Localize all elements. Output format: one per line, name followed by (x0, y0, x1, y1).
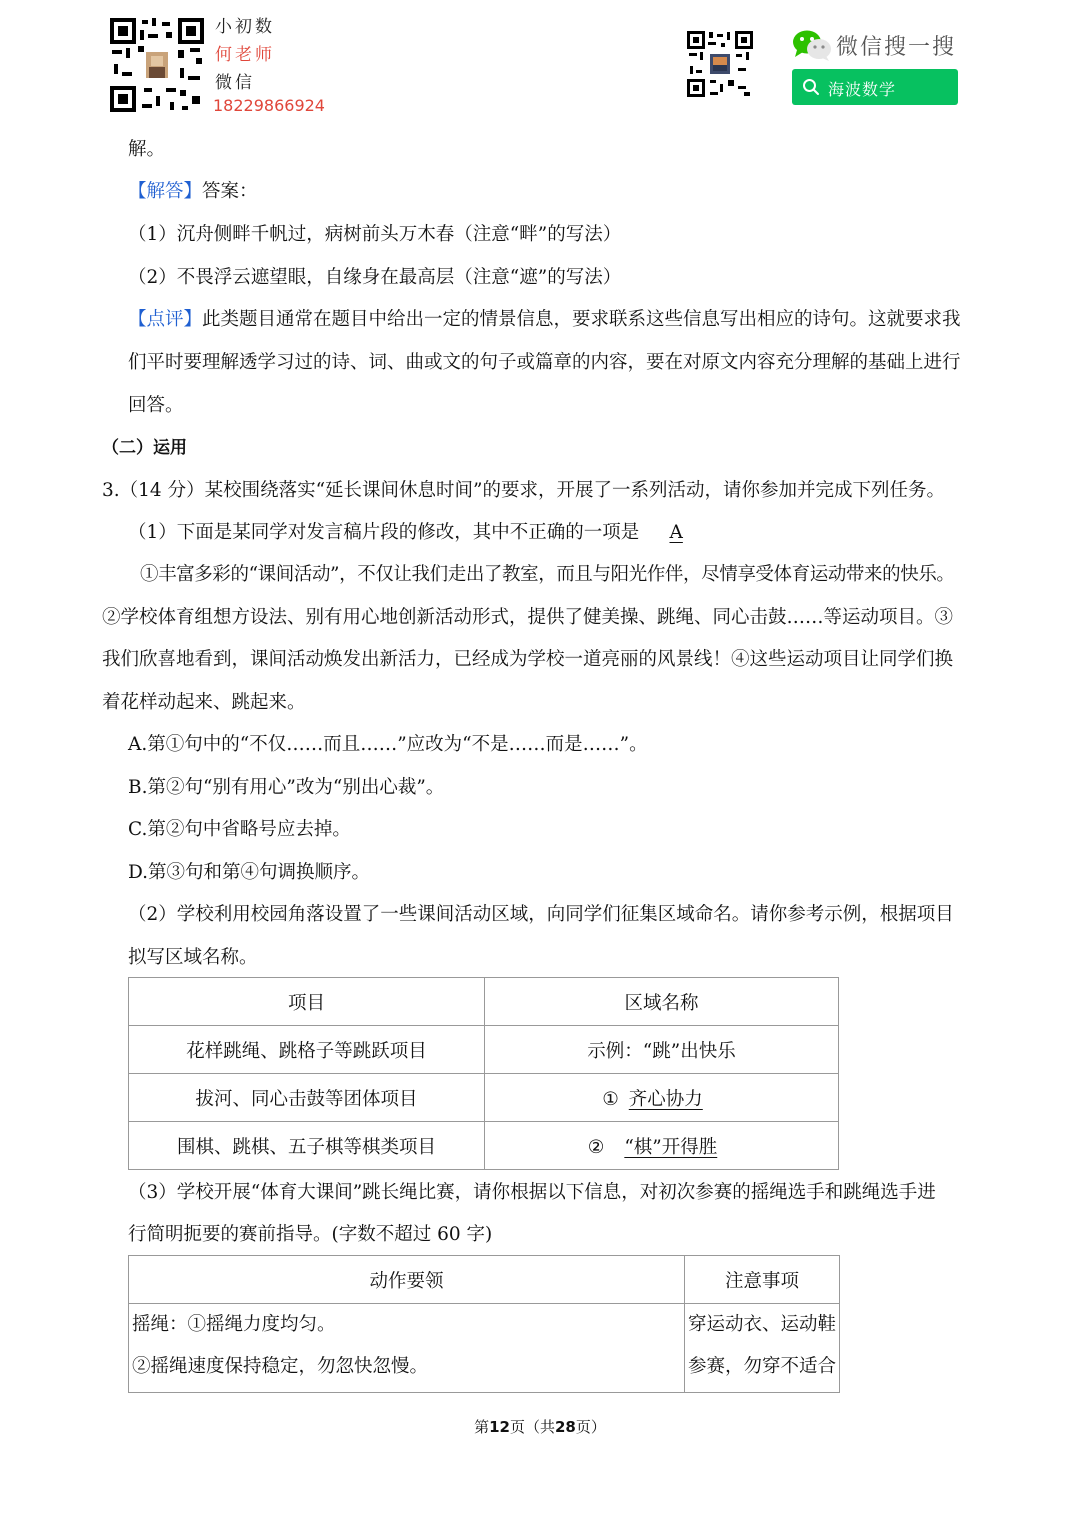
brand-qr-code (686, 30, 754, 98)
contact-line-1: 小初数 (215, 17, 275, 37)
table-header-cell: 动作要领 (129, 1256, 685, 1304)
search-icon (802, 78, 820, 96)
question-3-2-line-2: 拟写区域名称。 (128, 947, 258, 968)
table-cell (485, 1074, 839, 1122)
table-cell: 示例：“跳”出快乐 (485, 1026, 839, 1074)
table-cell: 围棋、跳棋、五子棋等棋类项目 (129, 1122, 485, 1170)
option-d: D.第③句和第④句调换顺序。 (128, 862, 371, 883)
table-cell (129, 1304, 685, 1393)
contact-qr-code (108, 16, 206, 114)
guidance-table (128, 1255, 840, 1393)
question-3-3-line-2: 行简明扼要的赛前指导。(字数不超过 60 字) (128, 1224, 493, 1245)
option-a: A.第①句中的“不仅……而且……”应改为“不是……而是……”。 (128, 734, 648, 755)
table-cell (685, 1304, 840, 1393)
page-footer: 第12页（共28页） (474, 1418, 606, 1436)
text-line: 解。 (128, 139, 166, 160)
contact-line-3: 微信 (215, 73, 255, 93)
comment-text-1: 此类题目通常在题目中给出一定的情景信息，要求联系这些信息写出相应的诗句。这就要求我 (202, 309, 961, 330)
question-3-2-line-1: （2）学校利用校园角落设置了一些课间活动区域，向同学们征集区域命名。请你参考示例，根据项目 (128, 904, 954, 925)
search-label: 海波数学 (828, 80, 897, 99)
answer-intro: 答案： (202, 181, 258, 202)
table-row (129, 1304, 840, 1393)
cell-line: ②摇绳速度保持稳定，勿忽快忽慢。 (132, 1356, 429, 1377)
blank-answer: 齐心协力 (628, 1088, 703, 1110)
cell-line: 摇绳：①摇绳力度均匀。 (132, 1314, 336, 1335)
passage-line-4: 着花样动起来、跳起来。 (102, 692, 306, 713)
option-c: C.第②句中省略号应去掉。 (128, 819, 351, 840)
comment-tag: 【点评】 (128, 309, 203, 330)
blank-number: ① (602, 1088, 619, 1110)
table-row (129, 1122, 839, 1170)
question-3-3-line-1: （3）学校开展“体育大课间”跳长绳比赛，请你根据以下信息，对初次参赛的摇绳选手和跳绳选手进 (128, 1182, 936, 1203)
table-header-cell: 注意事项 (685, 1256, 840, 1304)
answer-item-2: （2）不畏浮云遮望眼，自缘身在最高层（注意“遮”的写法） (128, 267, 622, 288)
wechat-search-brand (792, 28, 962, 62)
passage-line-2: ②学校体育组想方设法、别有用心地创新活动形式，提供了健美操、跳绳、同心击鼓……等运动项目。③ (102, 607, 954, 628)
blank-answer: “棋”开得胜 (624, 1136, 718, 1158)
blank-number: ② (587, 1136, 605, 1158)
page-total: 28 (555, 1418, 576, 1436)
table-cell: 花样跳绳、跳格子等跳跃项目 (129, 1026, 485, 1074)
zone-name-table (128, 977, 839, 1170)
wechat-search-button[interactable] (792, 69, 958, 105)
passage-line-3: 我们欣喜地看到，课间活动焕发出新活力，已经成为学校一道亮丽的风景线！④这些运动项目让同学们换 (102, 649, 954, 670)
table-header-cell: 区域名称 (485, 978, 839, 1026)
cell-line: 穿运动衣、运动鞋 (688, 1314, 837, 1335)
question-3: 3.（14 分）某校围绕落实“延长课间休息时间”的要求，开展了一系列活动，请你参加并完成下列任务。 (102, 480, 945, 501)
comment-line-1 (128, 308, 961, 332)
brand-title: 微信搜一搜 (836, 35, 957, 60)
table-header-row (129, 1256, 840, 1304)
passage-line-1: ①丰富多彩的“课间活动”，不仅让我们走出了教室，而且与阳光作伴，尽情享受体育运动带来的快乐。 (140, 564, 955, 585)
cell-line: 参赛，勿穿不适合 (688, 1356, 837, 1377)
table-cell: 拔河、同心击鼓等团体项目 (129, 1074, 485, 1122)
comment-line-3: 回答。 (128, 395, 184, 416)
contact-phone: 18229866924 (213, 96, 325, 115)
table-header-row (129, 978, 839, 1026)
section-heading: （二）运用 (102, 438, 187, 458)
answer-item-1: （1）沉舟侧畔千帆过，病树前头万木春（注意“畔”的写法） (128, 224, 622, 245)
page-number: 12 (489, 1418, 510, 1436)
table-row (129, 1074, 839, 1122)
contact-line-2: 何老师 (215, 45, 275, 65)
wechat-logo-icon (792, 28, 832, 62)
table-cell (485, 1122, 839, 1170)
question-3-1 (128, 521, 701, 545)
answer-line (128, 180, 258, 204)
table-row (129, 1026, 839, 1074)
comment-line-2: 们平时要理解透学习过的诗、词、曲或文的句子或篇章的内容，要在对原文内容充分理解的基础上进行 (128, 352, 961, 373)
answer-tag: 【解答】 (128, 181, 203, 202)
option-b: B.第②句“别有用心”改为“别出心裁”。 (128, 777, 445, 798)
table-header-cell: 项目 (129, 978, 485, 1026)
question-3-1-text: （1）下面是某同学对发言稿片段的修改，其中不正确的一项是 (128, 522, 640, 543)
question-3-1-answer: A (669, 522, 683, 543)
